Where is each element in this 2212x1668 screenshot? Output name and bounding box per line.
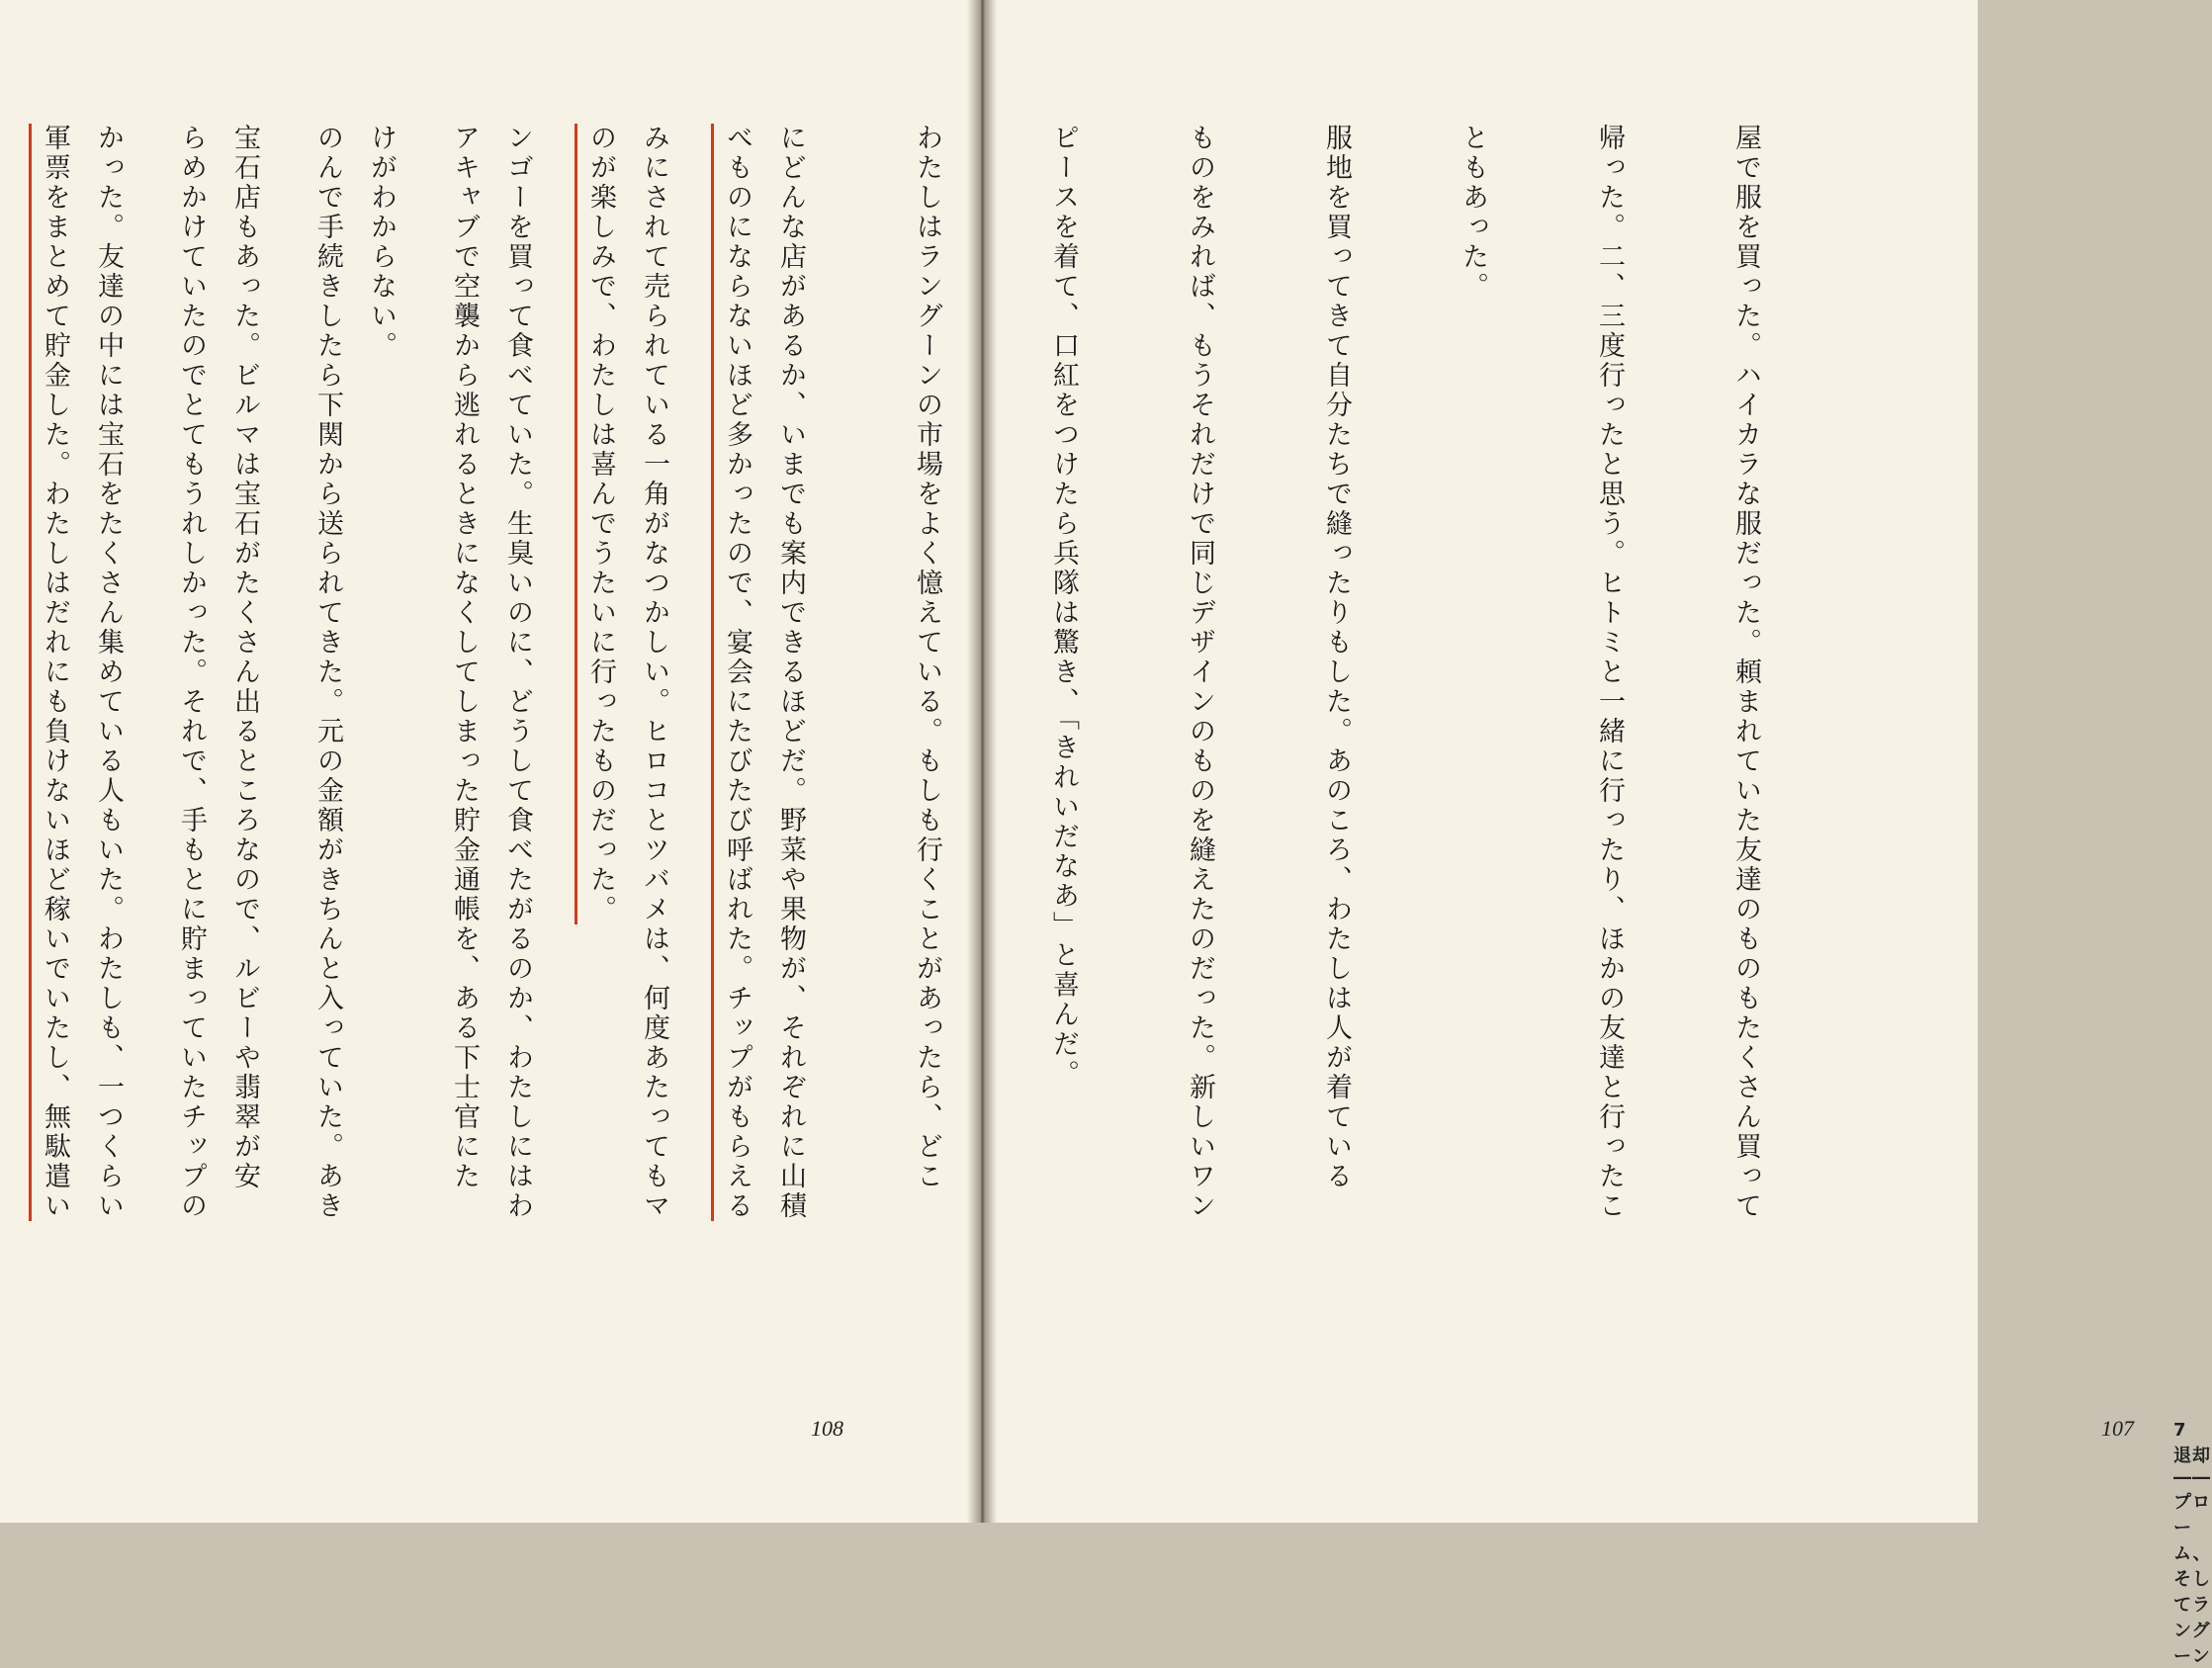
right-page-body [0,124,1859,1221]
text-line: ピースを着て、口紅をつけたら兵隊は驚き、「きれいだなあ」と喜んだ。 [1048,124,1079,1090]
text-line: にどんな店があるか、いまでも案内できるほどだ。野菜や果物が、それぞれに山積 [775,124,806,1221]
book-gutter [967,0,997,1523]
running-head: 7 退却――プローム、そしてラングーン [2173,1420,2212,1667]
text-line: みにされて売られている一角がなつかしい。ヒロコとツバメは、何度あたってもマ [639,124,669,1221]
text-line: 屋で服を買った。ハイカラな服だった。頼まれていた友達のものもたくさん買って [1730,124,1761,1221]
text-line: アキャブで空襲から逃れるときになくしてしまった貯金通帳を、ある下士官にた [449,124,480,1191]
text-line: ともあった。 [1458,124,1488,302]
page-number-right: 107 [2101,1416,2134,1441]
text-line: わたしはラングーンの市場をよく憶えている。もしも行くことがあったら、どこ [912,124,942,1191]
text-line: らめかけていたのでとてもうれしかった。それで、手もとに貯まっていたチップの [176,124,207,1221]
text-line: けがわからない。 [366,124,397,361]
text-line: べものにならないほど多かったので、宴会にたびたび呼ばれた。チップがもらえる [722,124,752,1221]
text-line: かった。友達の中には宝石をたくさん集めている人もいた。わたしも、一つくらい [93,124,124,1221]
text-line: ものをみれば、もうそれだけで同じデザインのものを縫えたのだった。新しいワン [1185,124,1215,1221]
text-line: 服地を買ってきて自分たちで縫ったりもした。あのころ、わたしは人が着ている [1321,124,1352,1191]
page-number-left: 108 [811,1416,843,1441]
text-line: のが楽しみで、わたしは喜んでうたいに行ったものだった。 [585,124,616,924]
text-line: 宝石店もあった。ビルマは宝石がたくさん出るところなので、ルビーや翡翠が安 [229,124,260,1191]
text-line: 帰った。二、三度行ったと思う。ヒトミと一緒に行ったり、ほかの友達と行ったこ [1594,124,1625,1221]
text-line: のんで手続きしたら下関から送られてきた。元の金額がきちんと入っていた。あき [312,124,343,1221]
text-line: ンゴーを買って食べていた。生臭いのに、どうして食べたがるのか、わたしにはわ [502,124,533,1221]
text-line: 軍票をまとめて貯金した。わたしはだれにも負けないほど稼いでいたし、無駄遣い [40,124,70,1221]
